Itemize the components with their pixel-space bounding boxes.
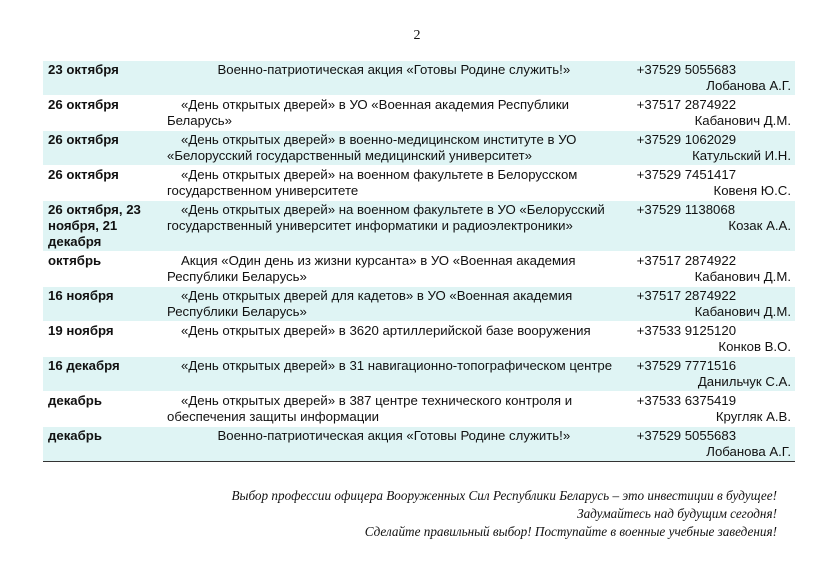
event-cell [162,392,624,427]
contact-phone: +37529 5055683 [636,428,737,443]
contact-phone: +37533 9125120 [636,323,737,338]
contact-phone: +37517 2874922 [636,253,737,268]
event-description: «День открытых дверей» в 3620 артиллерийской базе вооружения [181,323,591,338]
event-date: 19 ноября [43,322,162,357]
table-row [43,201,795,252]
event-description: Акция «Один день из жизни курсанта» в УО «Военная академия Республики Беларусь» [167,253,576,284]
event-description: «День открытых дверей» на военном факультете в УО «Белорусский государственный университет информатики и радиоэлектроники» [167,202,605,233]
event-date: 26 октября [43,131,162,166]
event-date: декабрь [43,427,162,462]
event-cell [162,322,624,357]
table-row [43,96,795,131]
event-date: декабрь [43,392,162,427]
contact-cell [624,131,795,166]
table-row [43,322,795,357]
footer-line-3: Сделайте правильный выбор! Поступайте в военные учебные заведения! [364,524,777,539]
event-cell [162,357,624,392]
contact-person: Катульский И.Н. [692,148,791,163]
event-description: «День открытых дверей для кадетов» в УО «Военная академия Республики Беларусь» [167,288,573,319]
event-cell [162,287,624,322]
event-date: октябрь [43,252,162,287]
page-number: 2 [413,28,421,43]
event-description: «День открытых дверей» в военно-медицинском институте в УО «Белорусский государственный медицинский университет» [167,132,577,163]
contact-phone: +37529 1138068 [636,202,736,217]
contact-cell [624,392,795,427]
events-table [43,60,795,462]
contact-cell [624,61,795,96]
event-description: Военно-патриотическая акция «Готовы Родине служить!» [217,428,571,443]
event-description: «День открытых дверей» в 387 центре технического контроля и обеспечения защиты информации [167,393,573,424]
contact-cell [624,166,795,201]
contact-phone: +37529 7771516 [636,358,737,373]
contact-phone: +37529 7451417 [636,167,737,182]
event-cell [162,201,624,252]
event-date: 23 октября [43,61,162,96]
contact-cell [624,322,795,357]
event-date: 16 ноября [43,287,162,322]
footer-line-2: Задумайтесь над будущим сегодня! [577,506,777,521]
event-date: 26 октября, 23 ноября, 21 декабря [43,201,162,252]
events-table-body [43,61,795,462]
table-row [43,252,795,287]
table-row [43,166,795,201]
contact-person: Данильчук С.А. [697,374,791,389]
table-row [43,427,795,462]
contact-person: Кабанович Д.М. [694,304,791,319]
event-date: 16 декабря [43,357,162,392]
contact-cell [624,427,795,462]
contact-person: Кругляк А.В. [715,409,791,424]
event-description: «День открытых дверей» на военном факультете в Белорусском государственном университете [167,167,578,198]
table-row [43,287,795,322]
contact-cell [624,201,795,252]
event-date: 26 октября [43,96,162,131]
contact-phone: +37517 2874922 [636,97,737,112]
event-cell [162,427,624,462]
table-row [43,131,795,166]
event-cell [162,61,624,96]
contact-person: Кабанович Д.М. [694,113,791,128]
event-description: «День открытых дверей» в 31 навигационно-топографическом центре [181,358,613,373]
event-cell [162,252,624,287]
contact-phone: +37517 2874922 [636,288,737,303]
contact-person: Лобанова А.Г. [706,78,791,93]
contact-phone: +37529 5055683 [636,62,737,77]
contact-person: Конков В.О. [718,339,791,354]
event-description: «День открытых дверей» в УО «Военная академия Республики Беларусь» [167,97,569,128]
event-cell [162,96,624,131]
table-row [43,357,795,392]
contact-cell [624,287,795,322]
contact-phone: +37529 1062029 [636,132,737,147]
event-date: 26 октября [43,166,162,201]
event-cell [162,131,624,166]
footer-line-1: Выбор профессии офицера Вооруженных Сил Республики Беларусь – это инвестиции в будущее! [231,488,777,503]
contact-person: Кабанович Д.М. [694,269,791,284]
contact-cell [624,96,795,131]
contact-person: Лобанова А.Г. [706,444,791,459]
footer-slogan [77,487,777,541]
event-cell [162,166,624,201]
table-row [43,61,795,96]
contact-person: Ковеня Ю.С. [713,183,791,198]
table-row [43,392,795,427]
contact-cell [624,252,795,287]
contact-phone: +37533 6375419 [636,393,737,408]
event-description: Военно-патриотическая акция «Готовы Родине служить!» [217,62,571,77]
contact-cell [624,357,795,392]
contact-person: Козак А.А. [728,218,791,233]
